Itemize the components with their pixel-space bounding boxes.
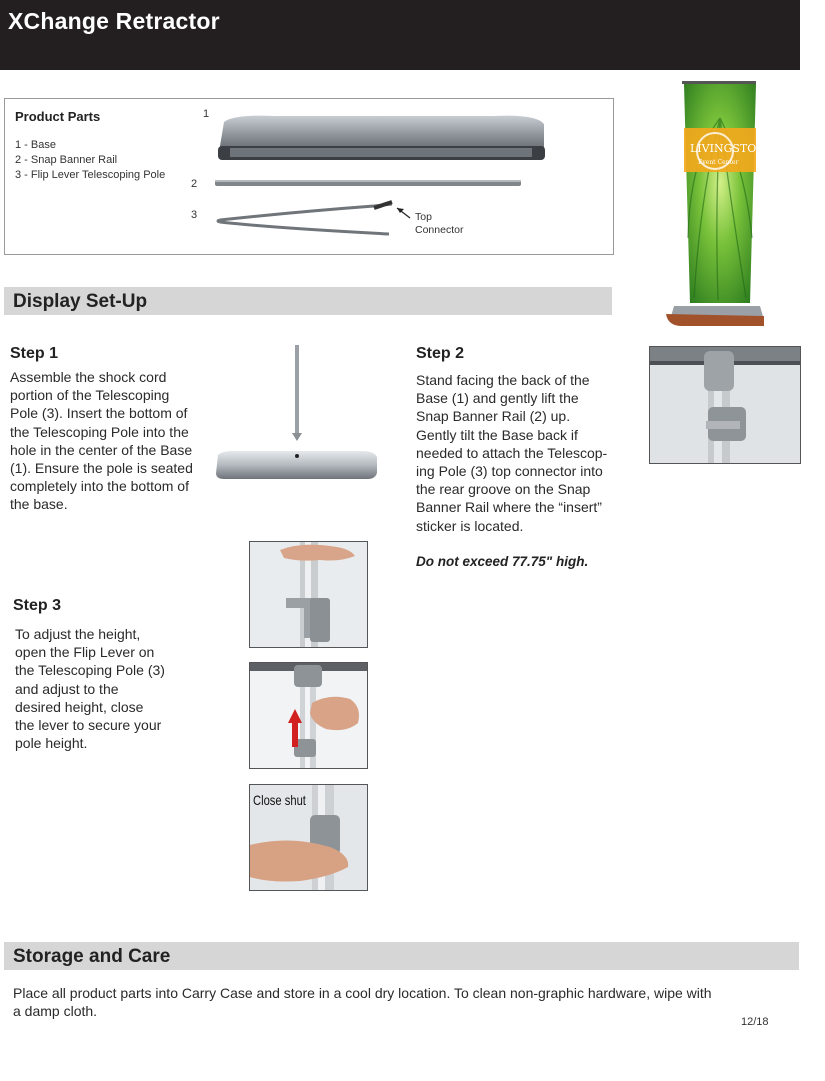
step3-photo-open-lever (249, 541, 368, 648)
storage-care-title: Storage and Care (13, 946, 171, 967)
top-connector-label-line2: Connector (415, 224, 464, 236)
parts-item-base: 1 - Base (15, 139, 56, 151)
part-number-2: 2 (191, 178, 198, 190)
top-connector-label (415, 211, 463, 237)
part-number-1: 1 (203, 108, 210, 120)
step1-illustration (212, 345, 382, 485)
display-setup-title: Display Set-Up (13, 291, 148, 312)
step2-line: Stand facing the back of the (416, 372, 590, 388)
step1-line: the Telescoping Pole into the (10, 423, 189, 440)
step3-title: Step 3 (13, 597, 62, 614)
step1-line: Pole (3). Insert the bottom of (10, 405, 188, 422)
step1-line: Assemble the shock cord (10, 369, 167, 385)
product-parts-heading: Product Parts (15, 109, 101, 124)
step3-line: the lever to secure your (15, 717, 162, 734)
step2-text (416, 371, 636, 535)
step1-text (10, 368, 215, 514)
step2-photo (649, 346, 801, 464)
storage-line: a damp cloth. (13, 1003, 98, 1019)
step3-text (15, 625, 215, 752)
page-title: XChange Retractor (8, 8, 220, 34)
banner-stand-photo (660, 78, 770, 330)
close-shut-caption: Close shut (253, 792, 306, 808)
top-connector-label-line1: Top (415, 211, 432, 223)
storage-line: Place all product parts into Carry Case and store in a cool dry location. To clean non-graphic hardware, wipe with (13, 985, 712, 1001)
step2-line: sticker is located. (416, 517, 524, 534)
parts-item-rail: 2 - Snap Banner Rail (15, 154, 118, 166)
part-number-3: 3 (191, 209, 198, 221)
step3-line: and adjust to the (15, 680, 119, 697)
step3-line: pole height. (15, 735, 88, 752)
storage-care-text (13, 984, 788, 1020)
step3-photo-adjust (249, 662, 368, 769)
step2-line: Snap Banner Rail (2) up. (416, 408, 571, 425)
page-number: 12/18 (741, 1016, 769, 1028)
step3-line: the Telescoping Pole (3) (15, 662, 165, 679)
step2-line: the rear groove on the Snap (416, 481, 591, 498)
parts-item-pole: 3 - Flip Lever Telescoping Pole (15, 169, 166, 181)
step1-title: Step 1 (10, 345, 59, 362)
step2-line: needed to attach the Telescop- (416, 444, 608, 461)
step2-line: Base (1) and gently lift the (416, 390, 579, 407)
step2-line: Gently tilt the Base back if (416, 426, 578, 443)
base-illustration (214, 112, 549, 164)
banner-subtitle-text: Event Center (698, 159, 739, 166)
step2-line: ing Pole (3) top connector into (416, 463, 603, 480)
pole-illustration (214, 198, 414, 240)
height-warning: Do not exceed 77.75" high. (416, 554, 589, 569)
step3-line: To adjust the height, (15, 626, 141, 642)
step2-title: Step 2 (416, 345, 465, 362)
rail-illustration (215, 178, 522, 188)
step1-line: completely into the bottom of (10, 478, 189, 495)
step1-line: (1). Ensure the pole is seated (10, 460, 193, 477)
step2-line: Banner Rail where the “insert” (416, 499, 602, 516)
step1-line: the base. (10, 496, 68, 513)
step1-line: hole in the center of the Base (10, 441, 193, 458)
step1-line: portion of the Telescoping (10, 387, 170, 404)
step3-line: open the Flip Lever on (15, 644, 155, 661)
banner-brand-text: LIVINGSTON (690, 142, 766, 155)
step3-line: desired height, close (15, 698, 144, 715)
